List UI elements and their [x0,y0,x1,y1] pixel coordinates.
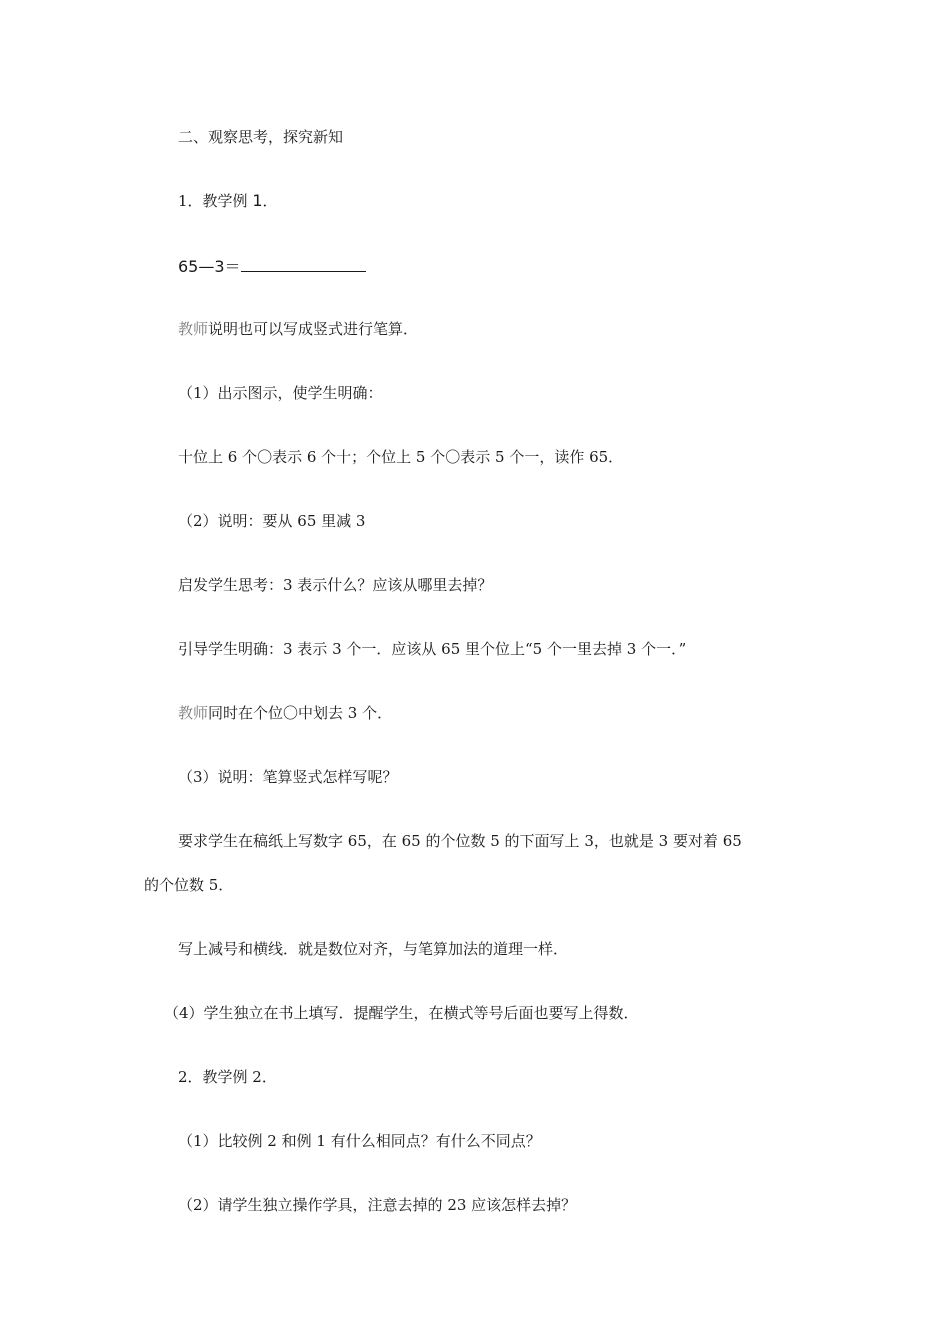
section-heading: 二、观察思考，探究新知 [178,128,344,146]
step-3-explain: （3）说明：笔算竖式怎样写呢？ [178,768,398,786]
operate-tools: （2）请学生独立操作学具，注意去掉的 23 应该怎样去掉？ [178,1196,577,1214]
write-minus-sign: 写上减号和横线．就是数位对齐，与笔算加法的道理一样． [178,940,569,958]
example-1-title [178,190,278,212]
teacher-cross-text: 同时在个位〇中划去 3 个． [208,704,393,722]
paragraph-teacher-cross [178,702,392,724]
guide-students: 引导学生明确：3 表示 3 个一．应该从 65 里个位上“5 个一里去掉 3 个一．” [178,640,687,658]
teacher-word: 教师 [178,704,209,722]
requirement-line-1: 要求学生在稿纸上写数字 65，在 65 的个位数 5 的下面写上 3，也就是 3 要对着 65 [178,832,742,850]
place-value-explanation: 十位上 6 个〇表示 6 个十；个位上 5 个〇表示 5 个一，读作 65． [178,448,624,466]
teacher-word: 教师 [178,320,209,338]
paragraph-teacher-explain [178,318,418,340]
step-2-explain: （2）说明：要从 65 里减 3 [178,512,366,530]
equation-text: 65—3＝ [178,257,241,276]
teacher-explain-text: 说明也可以写成竖式进行笔算． [208,320,419,338]
prompt-think: 启发学生思考：3 表示什么？应该从哪里去掉？ [178,576,493,594]
step-1-show-diagram: （1）出示图示，使学生明确： [178,384,383,402]
step-4-fill-in: （4）学生独立在书上填写．提醒学生，在横式等号后面也要写上得数． [164,1004,639,1022]
example-2-title: 2．教学例 2． [178,1068,277,1086]
example-1-title-text: 1．教学例 [178,192,253,210]
example-1-number: 1 [252,191,263,210]
example-1-title-end: ． [262,192,278,210]
compare-examples: （1）比较例 2 和例 1 有什么相同点？有什么不同点？ [178,1132,541,1150]
equation-line [178,255,366,278]
requirement-line-2: 的个位数 5． [144,876,234,894]
answer-blank [241,255,366,272]
